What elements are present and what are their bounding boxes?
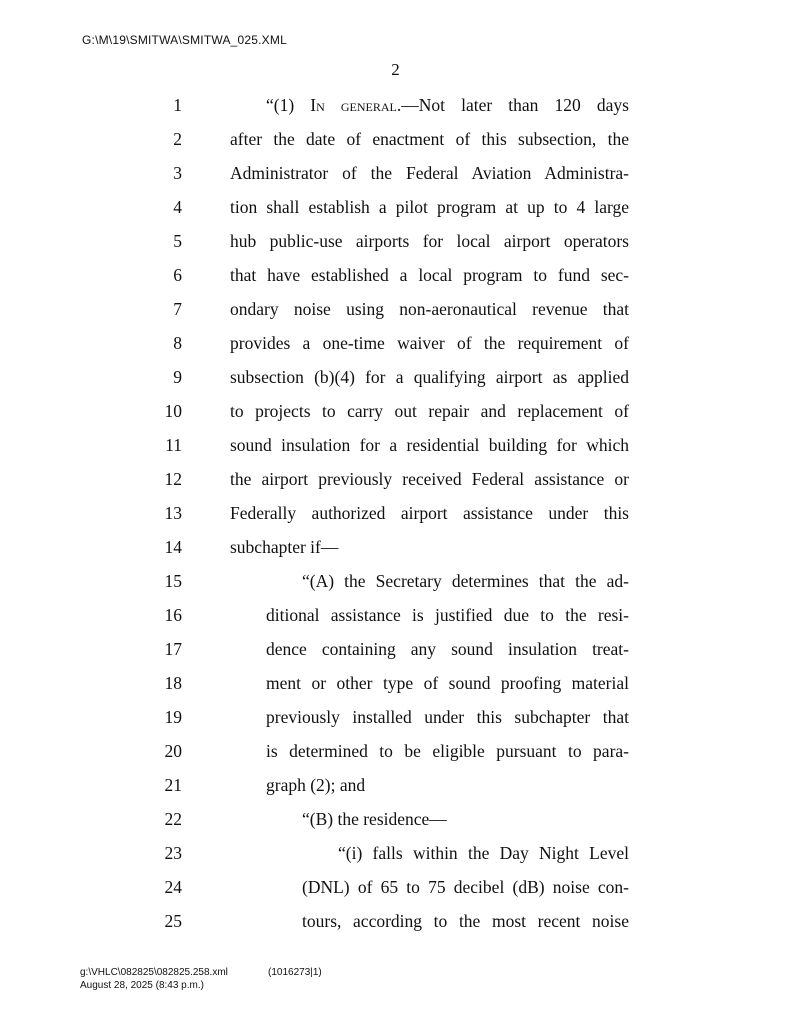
bill-line [0,190,791,224]
paragraph-text: .—Not later than 120 days [396,95,629,115]
bill-line [0,666,791,700]
bill-line [0,224,791,258]
bill-line [0,462,791,496]
line-number: 20 [164,741,182,761]
line-text: Federally authorized airport assistance under this [230,503,629,523]
file-path-header: G:\M\19\SMITWA\SMITWA_025.XML [82,33,287,47]
line-number: 23 [164,843,182,863]
line-text: tion shall establish a pilot program at up to 4 large [230,197,629,217]
line-number: 12 [164,469,182,489]
line-text: after the date of enactment of this subsection, the [230,129,629,149]
line-text: subchapter if— [230,537,339,557]
line-number: 5 [173,231,182,251]
line-text [266,88,629,122]
bill-line [0,258,791,292]
bill-line [0,768,791,802]
line-text: provides a one-time waiver of the requirement of [230,333,629,353]
line-number: 7 [173,299,182,319]
bill-line [0,292,791,326]
bill-line [0,496,791,530]
line-text: to projects to carry out repair and replacement of [230,401,629,421]
bill-line [0,88,791,122]
line-text: Administrator of the Federal Aviation Administra- [230,163,629,183]
footer-document-code: (1016273|1) [268,967,322,978]
bill-line [0,530,791,564]
bill-line [0,870,791,904]
line-number: 24 [164,877,182,897]
line-text: tours, according to the most recent noise [302,911,629,931]
line-number: 17 [164,639,182,659]
bill-line [0,394,791,428]
line-text: is determined to be eligible pursuant to para- [266,741,629,761]
line-number: 16 [164,605,182,625]
line-text: “(A) the Secretary determines that the ad- [302,571,629,591]
line-number: 8 [173,333,182,353]
line-text: previously installed under this subchapter that [266,707,629,727]
line-text: that have established a local program to fund sec- [230,265,629,285]
line-text: ondary noise using non-aeronautical revenue that [230,299,629,319]
line-text: “(B) the residence— [302,809,447,829]
bill-line [0,156,791,190]
paragraph-number: “(1) [266,95,311,115]
line-text: ditional assistance is justified due to the resi- [266,605,629,625]
line-number: 6 [173,265,182,285]
bill-line [0,632,791,666]
line-number: 19 [164,707,182,727]
line-number: 22 [164,809,182,829]
line-number: 14 [164,537,182,557]
line-text: the airport previously received Federal assistance or [230,469,629,489]
bill-line [0,904,791,938]
bill-line [0,734,791,768]
line-number: 2 [173,129,182,149]
line-number: 10 [164,401,182,421]
line-number: 15 [164,571,182,591]
bill-line [0,700,791,734]
line-number: 3 [173,163,182,183]
line-text: ment or other type of sound proofing material [266,673,629,693]
footer-file-line [80,966,322,979]
bill-line [0,360,791,394]
bill-line [0,564,791,598]
line-number: 4 [173,197,182,217]
page-number: 2 [391,60,400,79]
line-text: “(i) falls within the Day Night Level [338,843,629,863]
paragraph-heading: In general [310,95,397,115]
line-number: 25 [164,911,182,931]
line-number: 9 [173,367,182,387]
bill-line [0,428,791,462]
bill-line [0,836,791,870]
bill-line [0,802,791,836]
footer-file-path: g:\VHLC\082825\082825.258.xml [80,967,228,978]
line-number: 11 [165,435,182,455]
line-number: 18 [164,673,182,693]
line-number: 1 [173,95,182,115]
footer-date: August 28, 2025 (8:43 p.m.) [80,980,204,991]
line-text: subsection (b)(4) for a qualifying airport as applied [230,367,629,387]
bill-line [0,122,791,156]
line-number: 13 [164,503,182,523]
line-text: graph (2); and [266,775,366,795]
line-number: 21 [164,775,182,795]
bill-line [0,598,791,632]
document-footer [80,966,322,992]
bill-line [0,326,791,360]
line-text: sound insulation for a residential building for which [230,435,629,455]
line-text: (DNL) of 65 to 75 decibel (dB) noise con- [302,877,629,897]
line-text: dence containing any sound insulation treat- [266,639,629,659]
line-text: hub public-use airports for local airport operators [230,231,629,251]
